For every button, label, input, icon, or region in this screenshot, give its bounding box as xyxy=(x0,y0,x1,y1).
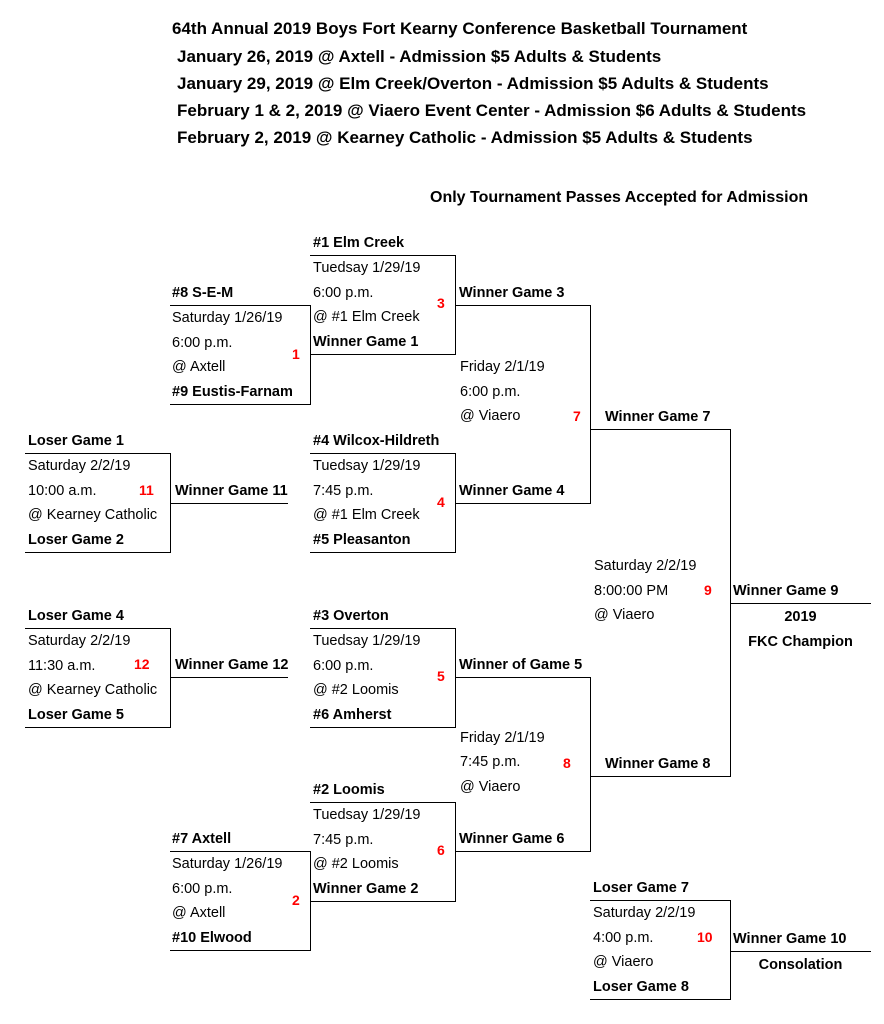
game-5-venue: @ #2 Loomis xyxy=(313,682,399,698)
winner-game-7-line xyxy=(590,429,731,430)
game-11-venue: @ Kearney Catholic xyxy=(28,507,158,523)
header-line-2: January 29, 2019 @ Elm Creek/Overton - Admission $5 Adults & Students xyxy=(177,74,769,93)
game-4-date: Tuedsay 1/29/19 xyxy=(313,458,421,474)
game-1-top-seed: #8 S-E-M xyxy=(172,285,234,301)
game-11-top-line xyxy=(25,453,171,454)
game-2-bottom-seed: #10 Elwood xyxy=(172,930,252,946)
game-4-bottom-line xyxy=(310,552,456,553)
header-line-3: February 1 & 2, 2019 @ Viaero Event Center - Admission $6 Adults & Students xyxy=(177,101,807,120)
game-12-top-seed: Loser Game 4 xyxy=(28,608,124,624)
winner-game-12-label: Winner Game 12 xyxy=(175,657,289,673)
winner-game-5-label: Winner of Game 5 xyxy=(459,657,583,673)
game-8-venue: @ Viaero xyxy=(460,779,521,795)
game-9-date: Saturday 2/2/19 xyxy=(594,558,697,574)
game-11-date: Saturday 2/2/19 xyxy=(28,458,131,474)
winner-game-6-label: Winner Game 6 xyxy=(459,831,565,847)
winner-game-9-label: Winner Game 9 xyxy=(733,583,839,599)
winner-game-4-label: Winner Game 4 xyxy=(459,483,565,499)
game-3-time: 6:00 p.m. xyxy=(313,285,374,301)
game-12-number: 12 xyxy=(134,656,150,672)
game-2-venue: @ Axtell xyxy=(172,905,226,921)
game-10-number: 10 xyxy=(697,929,713,945)
game-1-number: 1 xyxy=(292,346,300,362)
game-5-bottom-line xyxy=(310,727,456,728)
game-2-top-seed: #7 Axtell xyxy=(172,831,232,847)
game-10-top-line xyxy=(590,900,731,901)
game-4-bottom-seed: #5 Pleasanton xyxy=(313,532,411,548)
header-line-1: January 26, 2019 @ Axtell - Admission $5 Adults & Students xyxy=(177,47,662,66)
game-8-connector-line xyxy=(590,677,591,851)
winner-game-7-label: Winner Game 7 xyxy=(605,409,711,425)
game-5-top-seed: #3 Overton xyxy=(313,608,389,624)
passes-note: Only Tournament Passes Accepted for Admission xyxy=(430,189,809,206)
game-4-time: 7:45 p.m. xyxy=(313,483,374,499)
game-10-bottom-seed: Loser Game 8 xyxy=(593,979,689,995)
game-7-date: Friday 2/1/19 xyxy=(460,359,545,375)
game-2-right-line xyxy=(310,851,311,950)
winner-game-12-line xyxy=(170,677,288,678)
game-5-top-line xyxy=(310,628,456,629)
game-1-venue: @ Axtell xyxy=(172,359,226,375)
game-6-venue: @ #2 Loomis xyxy=(313,856,399,872)
champion-year: 2019 xyxy=(784,609,817,625)
winner-game-8-line xyxy=(590,776,731,777)
game-12-bottom-seed: Loser Game 5 xyxy=(28,707,124,723)
winner-game-10-line xyxy=(730,951,871,952)
game-10-right-line xyxy=(730,900,731,999)
game-2-date: Saturday 1/26/19 xyxy=(172,856,283,872)
game-3-bottom-line xyxy=(310,354,456,355)
game-10-top-seed: Loser Game 7 xyxy=(593,880,689,896)
game-1-bottom-seed: #9 Eustis-Farnam xyxy=(172,384,293,400)
game-1-bottom-line xyxy=(170,404,311,405)
game-11-bottom-line xyxy=(25,552,171,553)
game-11-top-seed: Loser Game 1 xyxy=(28,433,124,449)
game-6-bottom-seed: Winner Game 2 xyxy=(313,881,419,897)
winner-game-6-line xyxy=(455,851,591,852)
game-11-number: 11 xyxy=(139,482,154,498)
winner-game-8-label: Winner Game 8 xyxy=(605,756,711,772)
winner-game-11-label: Winner Game 11 xyxy=(175,483,288,499)
game-3-top-line xyxy=(310,255,456,256)
game-2-number: 2 xyxy=(292,892,300,908)
game-10-time: 4:00 p.m. xyxy=(593,930,654,946)
game-5-number: 5 xyxy=(437,668,445,684)
header-line-4: February 2, 2019 @ Kearney Catholic - Admission $5 Adults & Students xyxy=(177,128,753,147)
game-9-venue: @ Viaero xyxy=(594,607,655,623)
game-1-top-line xyxy=(170,305,311,306)
winner-game-5-line xyxy=(455,677,591,678)
game-7-venue: @ Viaero xyxy=(460,408,521,424)
game-2-top-line xyxy=(170,851,311,852)
game-10-bottom-line xyxy=(590,999,731,1000)
game-5-bottom-seed: #6 Amherst xyxy=(313,707,392,723)
game-10-venue: @ Viaero xyxy=(593,954,654,970)
game-4-top-line xyxy=(310,453,456,454)
game-10-date: Saturday 2/2/19 xyxy=(593,905,696,921)
winner-game-11-line xyxy=(170,503,288,504)
winner-game-9-line xyxy=(730,603,871,604)
game-12-top-line xyxy=(25,628,171,629)
game-12-date: Saturday 2/2/19 xyxy=(28,633,131,649)
game-12-time: 11:30 a.m. xyxy=(28,658,96,674)
game-4-venue: @ #1 Elm Creek xyxy=(313,507,420,523)
winner-game-4-line xyxy=(455,503,591,504)
game-5-time: 6:00 p.m. xyxy=(313,658,374,674)
game-2-time: 6:00 p.m. xyxy=(172,881,233,897)
game-7-time: 6:00 p.m. xyxy=(460,384,521,400)
game-3-bottom-seed: Winner Game 1 xyxy=(313,334,419,350)
game-4-number: 4 xyxy=(437,494,445,510)
winner-game-3-line xyxy=(455,305,591,306)
game-6-time: 7:45 p.m. xyxy=(313,832,374,848)
winner-game-3-label: Winner Game 3 xyxy=(459,285,565,301)
game-7-connector-line xyxy=(590,305,591,503)
game-11-time: 10:00 a.m. xyxy=(28,483,97,499)
game-4-top-seed: #4 Wilcox-Hildreth xyxy=(313,433,440,449)
tournament-title: 64th Annual 2019 Boys Fort Kearny Conference Basketball Tournament xyxy=(172,19,748,38)
game-12-bottom-line xyxy=(25,727,171,728)
game-6-top-seed: #2 Loomis xyxy=(313,782,385,798)
game-11-bottom-seed: Loser Game 2 xyxy=(28,532,124,548)
game-7-number: 7 xyxy=(573,408,581,424)
game-3-venue: @ #1 Elm Creek xyxy=(313,309,420,325)
game-6-top-line xyxy=(310,802,456,803)
game-6-number: 6 xyxy=(437,842,445,858)
champion-label: FKC Champion xyxy=(748,634,853,650)
game-3-top-seed: #1 Elm Creek xyxy=(313,235,405,251)
game-5-date: Tuedsay 1/29/19 xyxy=(313,633,421,649)
game-8-time: 7:45 p.m. xyxy=(460,754,521,770)
game-6-date: Tuedsay 1/29/19 xyxy=(313,807,421,823)
consolation-label: Consolation xyxy=(758,957,843,973)
game-1-time: 6:00 p.m. xyxy=(172,335,233,351)
game-12-venue: @ Kearney Catholic xyxy=(28,682,158,698)
game-8-number: 8 xyxy=(563,755,571,771)
game-9-time: 8:00:00 PM xyxy=(594,583,669,599)
game-8-date: Friday 2/1/19 xyxy=(460,730,545,746)
game-2-bottom-line xyxy=(170,950,311,951)
winner-game-10-label: Winner Game 10 xyxy=(733,931,847,947)
game-3-number: 3 xyxy=(437,295,445,311)
game-1-date: Saturday 1/26/19 xyxy=(172,310,283,326)
game-6-bottom-line xyxy=(310,901,456,902)
game-3-date: Tuedsay 1/29/19 xyxy=(313,260,421,276)
game-9-number: 9 xyxy=(704,582,712,598)
